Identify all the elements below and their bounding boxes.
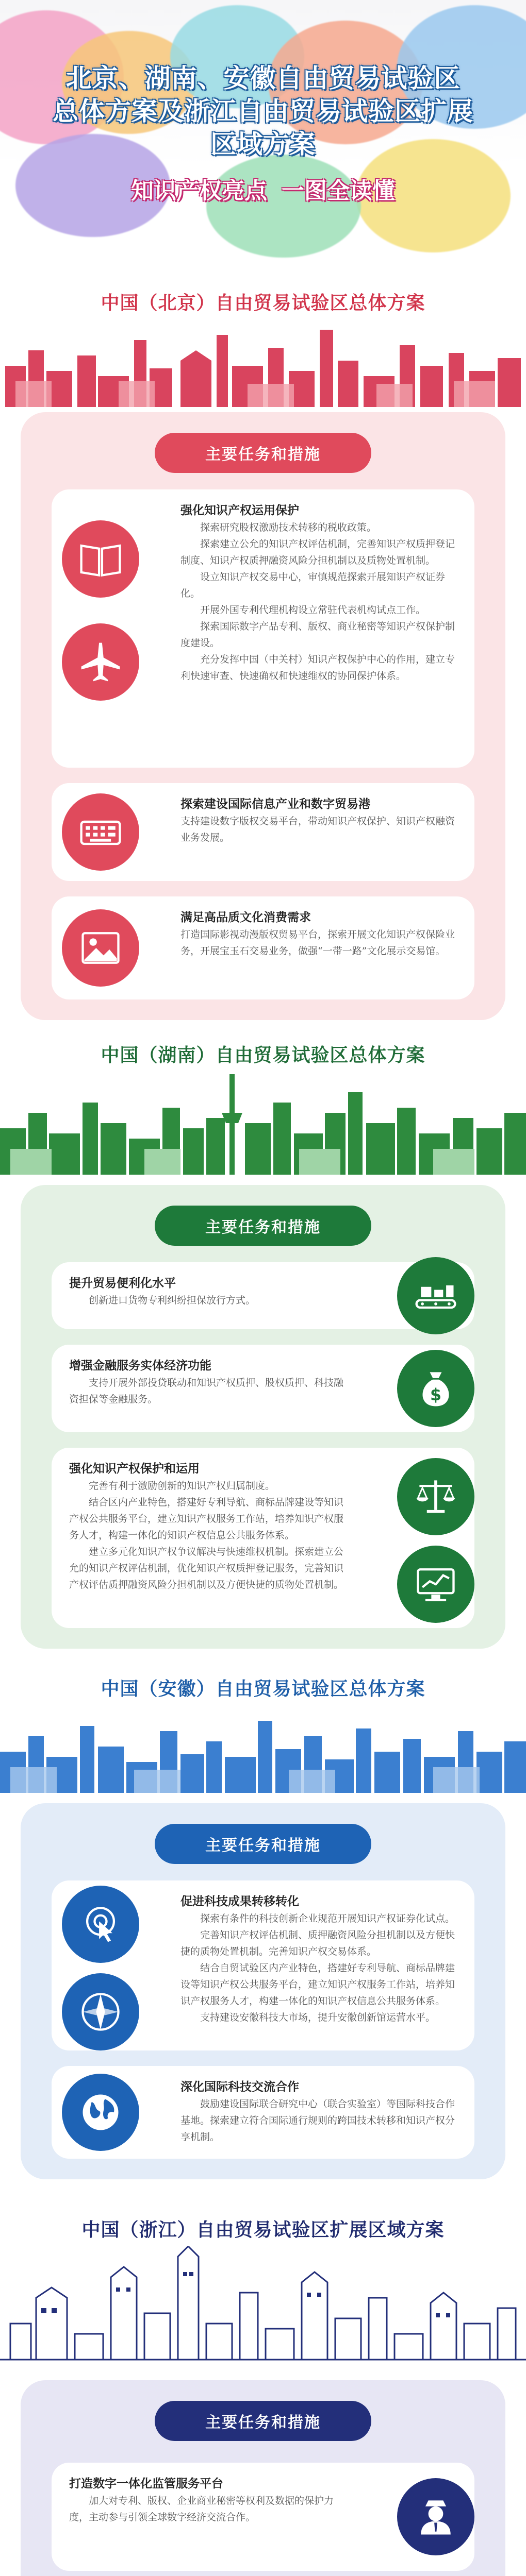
- zhejiang-tasks-pill: 主要任务和措施: [155, 2401, 371, 2441]
- pointer-icon: [62, 1886, 139, 1963]
- hunan-panel: [21, 1185, 505, 1649]
- card-paragraph: 创新进口货物专利纠纷担保放行方式。: [89, 1295, 256, 1306]
- monitor-chart-icon: [397, 1546, 474, 1623]
- card-paragraph: 打造国际影视动漫版权贸易平台，探索开展文化知识产权保险业务，开展宝玉石交易业务，做强“一带一路”文化展示交易馆。: [180, 929, 455, 957]
- section-title-anhui: 中国（安徽）自由贸易试验区总体方案: [101, 1678, 425, 1700]
- card-paragraph: 完善有利于激励创新的知识产权归属制度。: [89, 1480, 275, 1492]
- card-paragraph: 探索研究股权激励技术转移的税收政策。: [200, 522, 377, 533]
- globe-icon: [62, 2074, 139, 2151]
- card-heading: 打造数字一体化监管服务平台: [69, 2477, 223, 2490]
- card-paragraph: 支持建设安徽科技大市场，提升安徽创新馆运营水平。: [200, 2012, 436, 2023]
- page-title-line-1: 北京、湖南、安徽自由贸易试验区: [65, 63, 461, 93]
- beijing-panel: [21, 412, 505, 1020]
- subtitle-part-b: 一图全读懂: [282, 178, 395, 204]
- card-paragraph: 加大对专利、版权、企业商业秘密等权利及数据的保护力度，主动参与引领全球数字经济交流合作。: [69, 2495, 334, 2523]
- card-paragraph: 完善知识产权评估机制、质押融资风险分担机制以及方便快捷的质物处置机制。完善知识产权交易体系。: [180, 1929, 455, 1957]
- card-heading: 提升贸易便利化水平: [69, 1276, 176, 1290]
- anhui-panel: [21, 1803, 505, 2179]
- card-heading: 深化国际科技交流合作: [180, 2080, 299, 2094]
- card-heading: 满足高品质文化消费需求: [180, 910, 311, 924]
- card-paragraph: 充分发挥中国（中关村）知识产权保护中心的作用，建立专利快速审查、快速确权和快速维权的协同保护体系。: [180, 654, 455, 682]
- airplane-icon: [62, 623, 139, 701]
- compass-icon: [62, 1973, 139, 2050]
- zhejiang-panel: [21, 2380, 505, 2576]
- hunan-tasks-pill: 主要任务和措施: [155, 1206, 371, 1246]
- book-icon: [62, 520, 139, 598]
- svg-text:$: $: [430, 1386, 441, 1404]
- card-heading: 促进科技成果转移转化: [180, 1894, 299, 1908]
- money-bag-icon: [397, 1350, 474, 1427]
- card-paragraph: 开展外国专利代理机构设立常驻代表机构试点工作。: [200, 604, 426, 616]
- card-heading: 探索建设国际信息产业和数字贸易港: [180, 797, 370, 811]
- zhejiang-skyline-image: [0, 2246, 526, 2365]
- keyboard-icon: [62, 793, 139, 871]
- section-title-zhejiang: 中国（浙江）自由贸易试验区扩展区域方案: [81, 2219, 445, 2241]
- beijing-skyline-image: [0, 319, 526, 407]
- conveyor-icon: [397, 1257, 474, 1334]
- section-title-beijing: 中国（北京）自由贸易试验区总体方案: [101, 292, 425, 314]
- picture-icon: [62, 909, 139, 987]
- anhui-tasks-pill: 主要任务和措施: [155, 1824, 371, 1864]
- page-subtitle: [0, 172, 526, 205]
- card-paragraph: 支持建设数字版权交易平台，带动知识产权保护、知识产权融资业务发展。: [180, 816, 455, 843]
- card-heading: 增强金融服务实体经济功能: [69, 1359, 211, 1372]
- beijing-tasks-pill: 主要任务和措施: [155, 433, 371, 473]
- card-paragraph: 探索建立公允的知识产权评估机制，完善知识产权质押登记制度、知识产权质押融资风险分担机制以及质物处置机制。: [180, 538, 455, 566]
- card-paragraph: 结合自贸试验区内产业特色，搭建好专利导航、商标品牌建设等知识产权公共服务平台，建立知识产权服务工作站，培养知识产权服务人才，构建一体化的知识产权信息公共服务体系。: [180, 1962, 455, 2007]
- card-paragraph: 鼓励建设国际联合研究中心（联合实验室）等国际科技合作基地。探索建立符合国际通行规则的跨国技术转移和知识产权分享机制。: [180, 2098, 455, 2143]
- header-banner: [0, 0, 526, 278]
- card-heading: 强化知识产权运用保护: [180, 503, 299, 517]
- section-title-hunan: 中国（湖南）自由贸易试验区总体方案: [101, 1044, 425, 1066]
- card-paragraph: 建立多元化知识产权争议解决与快速维权机制。探索建立公允的知识产权评估机制，优化知识产权质押登记服务，完善知识产权评估质押融资风险分担机制以及方便快捷的质物处置机制。: [69, 1546, 344, 1590]
- card-paragraph: 探索有条件的科技创新企业规范开展知识产权证券化试点。: [200, 1913, 455, 1924]
- page-title-line-2: 总体方案及浙江自由贸易试验区扩展: [53, 96, 473, 126]
- card-paragraph: 结合区内产业特色，搭建好专利导航、商标品牌建设等知识产权公共服务平台，建立知识产权服务工作站，培养知识产权服务人才，构建一体化的知识产权信息公共服务体系。: [69, 1497, 344, 1541]
- card-paragraph: 设立知识产权交易中心，审慎规范探索开展知识产权证券化。: [180, 571, 446, 599]
- hunan-skyline-image: [0, 1072, 526, 1175]
- officer-icon: [397, 2478, 474, 2555]
- subtitle-part-a: 知识产权亮点: [131, 178, 267, 204]
- title-block: [0, 62, 526, 205]
- scales-icon: [397, 1458, 474, 1535]
- card-paragraph: 支持开展外部投贷联动和知识产权质押、股权质押、科技融资担保等金融服务。: [69, 1377, 344, 1405]
- card-paragraph: 探索国际数字产品专利、版权、商业秘密等知识产权保护制度建设。: [180, 621, 455, 649]
- card-heading: 强化知识产权保护和运用: [69, 1462, 200, 1476]
- anhui-skyline-image: [0, 1705, 526, 1793]
- page-title-line-3: 区域方案: [210, 129, 316, 159]
